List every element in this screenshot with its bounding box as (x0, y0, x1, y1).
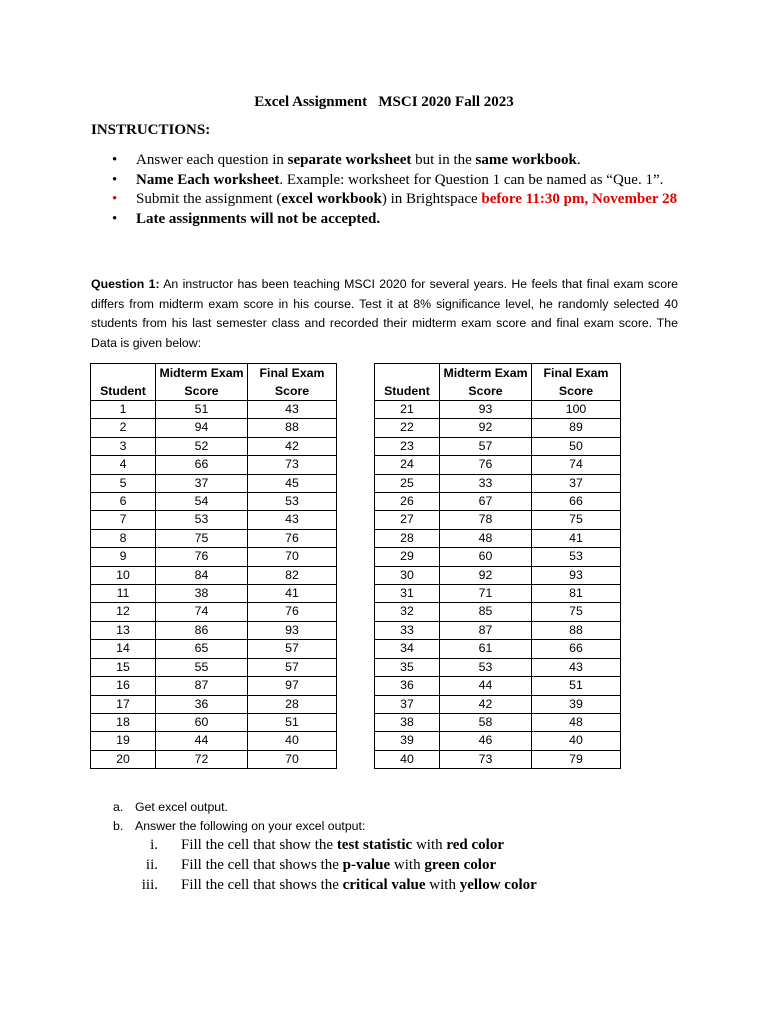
bullet-icon: • (112, 191, 118, 207)
cell-student: 20 (91, 750, 156, 768)
subtask-text: Fill the cell that show the (181, 837, 337, 853)
subtask-text: Fill the cell that shows the (181, 877, 343, 893)
cell-student: 7 (91, 511, 156, 529)
cell-midterm: 94 (156, 419, 248, 437)
cell-final: 81 (532, 585, 621, 603)
cell-midterm: 84 (156, 566, 248, 584)
subtask-text: with (412, 837, 447, 853)
cell-midterm: 66 (156, 456, 248, 474)
instructions-heading: INSTRUCTIONS: (91, 122, 211, 138)
cell-midterm: 76 (440, 456, 532, 474)
instruction-emphasis: excel workbook (281, 191, 382, 207)
table-row (91, 713, 337, 731)
table-row (91, 566, 337, 584)
cell-final: 28 (248, 695, 337, 713)
subtask-list (91, 835, 537, 895)
header-midterm: Midterm Exam Score (440, 364, 532, 401)
subtask-marker: iii. (141, 877, 158, 893)
question-text: An instructor has been teaching MSCI 2020 for several years. He feels that final exam score differs from midterm exam score in his course. Test it at 8% significance level, he randomly selected 40 students from his last semester class and recorded their midterm exam score and final exam score. The Data is given below: (91, 277, 678, 350)
cell-student: 35 (375, 658, 440, 676)
cell-midterm: 33 (440, 474, 532, 492)
cell-student: 5 (91, 474, 156, 492)
cell-student: 9 (91, 548, 156, 566)
subtask-text: with (425, 877, 460, 893)
cell-final: 43 (532, 658, 621, 676)
cell-final: 79 (532, 750, 621, 768)
cell-midterm: 61 (440, 640, 532, 658)
table-row (91, 456, 337, 474)
cell-final: 73 (248, 456, 337, 474)
cell-final: 40 (532, 732, 621, 750)
cell-midterm: 53 (156, 511, 248, 529)
cell-student: 33 (375, 621, 440, 639)
cell-final: 40 (248, 732, 337, 750)
instruction-item (91, 190, 681, 210)
cell-final: 53 (532, 548, 621, 566)
instruction-text: . Example: worksheet for Question 1 can be named as “Que. 1”. (279, 171, 664, 188)
table-row (375, 456, 621, 474)
table-row (91, 437, 337, 455)
cell-final: 76 (248, 603, 337, 621)
table-row (91, 474, 337, 492)
cell-midterm: 93 (440, 401, 532, 419)
cell-final: 39 (532, 695, 621, 713)
cell-final: 57 (248, 658, 337, 676)
subtask-item (91, 855, 537, 875)
table-row (375, 732, 621, 750)
task-marker: a. (113, 800, 124, 814)
table-row (375, 437, 621, 455)
cell-student: 27 (375, 511, 440, 529)
cell-midterm: 92 (440, 419, 532, 437)
cell-student: 18 (91, 713, 156, 731)
cell-midterm: 86 (156, 621, 248, 639)
table-row (375, 640, 621, 658)
subtask-item (91, 835, 537, 855)
cell-student: 40 (375, 750, 440, 768)
cell-final: 45 (248, 474, 337, 492)
subtask-emphasis: p-value (342, 857, 391, 873)
cell-final: 66 (532, 493, 621, 511)
table-row (375, 566, 621, 584)
table-row (91, 695, 337, 713)
task-list (91, 798, 581, 895)
cell-student: 37 (375, 695, 440, 713)
cell-midterm: 92 (440, 566, 532, 584)
header-midterm: Midterm Exam Score (156, 364, 248, 401)
cell-final: 75 (532, 603, 621, 621)
cell-final: 70 (248, 548, 337, 566)
cell-student: 26 (375, 493, 440, 511)
cell-midterm: 76 (156, 548, 248, 566)
task-item (91, 817, 581, 896)
cell-student: 22 (375, 419, 440, 437)
table-row (375, 713, 621, 731)
cell-student: 16 (91, 677, 156, 695)
cell-student: 30 (375, 566, 440, 584)
cell-final: 76 (248, 529, 337, 547)
instruction-text: ) in Brightspace (381, 191, 482, 207)
table-row (91, 585, 337, 603)
cell-final: 48 (532, 713, 621, 731)
deadline-text: before 11:30 pm, November 28 (481, 191, 678, 207)
table-row (91, 419, 337, 437)
table-row (91, 732, 337, 750)
cell-final: 51 (532, 677, 621, 695)
table-row (91, 511, 337, 529)
table-row (375, 529, 621, 547)
cell-midterm: 52 (156, 437, 248, 455)
instructions-list (91, 151, 681, 229)
cell-final: 37 (532, 474, 621, 492)
cell-midterm: 57 (440, 437, 532, 455)
table-row (375, 750, 621, 768)
subtask-emphasis: test statistic (336, 837, 413, 853)
instruction-text: Submit the assignment ( (136, 191, 282, 207)
cell-student: 19 (91, 732, 156, 750)
cell-final: 75 (532, 511, 621, 529)
header-final: Final Exam Score (532, 364, 621, 401)
cell-midterm: 38 (156, 585, 248, 603)
cell-final: 42 (248, 437, 337, 455)
cell-student: 8 (91, 529, 156, 547)
cell-midterm: 42 (440, 695, 532, 713)
instruction-text: . (576, 152, 581, 168)
cell-midterm: 37 (156, 474, 248, 492)
cell-final: 93 (248, 621, 337, 639)
table-row (91, 658, 337, 676)
cell-student: 36 (375, 677, 440, 695)
cell-student: 11 (91, 585, 156, 603)
cell-student: 1 (91, 401, 156, 419)
cell-midterm: 78 (440, 511, 532, 529)
cell-student: 28 (375, 529, 440, 547)
cell-student: 23 (375, 437, 440, 455)
cell-final: 51 (248, 713, 337, 731)
cell-student: 15 (91, 658, 156, 676)
cell-final: 41 (532, 529, 621, 547)
cell-student: 24 (375, 456, 440, 474)
table-row (375, 585, 621, 603)
cell-midterm: 44 (156, 732, 248, 750)
instruction-emphasis: same workbook (475, 152, 577, 168)
cell-student: 39 (375, 732, 440, 750)
cell-student: 38 (375, 713, 440, 731)
cell-final: 43 (248, 401, 337, 419)
cell-final: 74 (532, 456, 621, 474)
table-row (91, 603, 337, 621)
table-row (91, 677, 337, 695)
bullet-icon: • (112, 152, 118, 168)
instruction-item (91, 151, 681, 171)
cell-student: 6 (91, 493, 156, 511)
cell-midterm: 75 (156, 529, 248, 547)
cell-student: 2 (91, 419, 156, 437)
task-marker: b. (113, 818, 124, 833)
cell-midterm: 72 (156, 750, 248, 768)
cell-final: 66 (532, 640, 621, 658)
subtask-emphasis: yellow color (459, 877, 537, 893)
cell-midterm: 60 (440, 548, 532, 566)
cell-student: 29 (375, 548, 440, 566)
table-row (375, 621, 621, 639)
table-header-row (91, 364, 337, 401)
cell-midterm: 48 (440, 529, 532, 547)
table-row (375, 677, 621, 695)
task-item (91, 798, 581, 817)
cell-student: 34 (375, 640, 440, 658)
cell-midterm: 87 (156, 677, 248, 695)
cell-midterm: 74 (156, 603, 248, 621)
table-row (375, 474, 621, 492)
subtask-text: with (390, 857, 425, 873)
cell-student: 21 (375, 401, 440, 419)
cell-final: 88 (248, 419, 337, 437)
cell-final: 100 (532, 401, 621, 419)
subtask-emphasis: green color (424, 857, 497, 873)
table-row (91, 529, 337, 547)
instruction-emphasis: Late assignments will not be accepted. (136, 210, 381, 227)
cell-final: 53 (248, 493, 337, 511)
document-title: Excel Assignment MSCI 2020 Fall 2023 (254, 94, 514, 110)
data-table-left (90, 363, 337, 769)
table-row (91, 640, 337, 658)
table-row (375, 695, 621, 713)
cell-student: 31 (375, 585, 440, 603)
instruction-text: Answer each question in (136, 152, 288, 168)
instruction-emphasis: Name Each worksheet (136, 171, 280, 188)
table-row (91, 750, 337, 768)
table-row (91, 401, 337, 419)
question-1 (91, 275, 678, 353)
cell-student: 3 (91, 437, 156, 455)
cell-student: 10 (91, 566, 156, 584)
cell-midterm: 53 (440, 658, 532, 676)
instruction-item (91, 171, 681, 191)
cell-final: 43 (248, 511, 337, 529)
cell-midterm: 36 (156, 695, 248, 713)
table-row (91, 621, 337, 639)
cell-student: 4 (91, 456, 156, 474)
subtask-marker: i. (150, 837, 158, 853)
cell-final: 50 (532, 437, 621, 455)
cell-midterm: 85 (440, 603, 532, 621)
cell-midterm: 58 (440, 713, 532, 731)
cell-midterm: 87 (440, 621, 532, 639)
cell-midterm: 71 (440, 585, 532, 603)
cell-final: 82 (248, 566, 337, 584)
cell-final: 97 (248, 677, 337, 695)
instruction-text: but in the (411, 152, 476, 168)
bullet-icon: • (112, 171, 118, 188)
question-label: Question 1: (91, 277, 160, 291)
cell-student: 14 (91, 640, 156, 658)
cell-midterm: 44 (440, 677, 532, 695)
task-text: Answer the following on your excel output: (135, 818, 366, 833)
subtask-emphasis: red color (446, 837, 504, 853)
instruction-emphasis: separate worksheet (287, 152, 412, 168)
cell-midterm: 73 (440, 750, 532, 768)
cell-midterm: 60 (156, 713, 248, 731)
cell-student: 32 (375, 603, 440, 621)
cell-midterm: 67 (440, 493, 532, 511)
subtask-emphasis: critical value (342, 877, 426, 893)
header-final: Final Exam Score (248, 364, 337, 401)
subtask-marker: ii. (145, 857, 158, 873)
header-student: Student (375, 364, 440, 401)
subtask-text: Fill the cell that shows the (181, 857, 343, 873)
table-row (375, 419, 621, 437)
table-row (375, 603, 621, 621)
cell-midterm: 54 (156, 493, 248, 511)
cell-final: 57 (248, 640, 337, 658)
cell-final: 93 (532, 566, 621, 584)
cell-student: 12 (91, 603, 156, 621)
table-row (375, 548, 621, 566)
table-row (375, 658, 621, 676)
table-row (375, 511, 621, 529)
cell-student: 25 (375, 474, 440, 492)
data-table-right (374, 363, 621, 769)
table-row (91, 493, 337, 511)
cell-midterm: 55 (156, 658, 248, 676)
cell-final: 89 (532, 419, 621, 437)
cell-final: 88 (532, 621, 621, 639)
table-row (375, 401, 621, 419)
task-text: Get excel output. (135, 800, 228, 814)
bullet-icon: • (112, 210, 118, 227)
cell-student: 13 (91, 621, 156, 639)
header-student: Student (91, 364, 156, 401)
subtask-item (91, 875, 537, 895)
cell-midterm: 46 (440, 732, 532, 750)
instruction-item (91, 210, 681, 230)
cell-midterm: 51 (156, 401, 248, 419)
table-row (91, 548, 337, 566)
cell-midterm: 65 (156, 640, 248, 658)
table-header-row (375, 364, 621, 401)
cell-final: 41 (248, 585, 337, 603)
table-row (375, 493, 621, 511)
cell-final: 70 (248, 750, 337, 768)
cell-student: 17 (91, 695, 156, 713)
